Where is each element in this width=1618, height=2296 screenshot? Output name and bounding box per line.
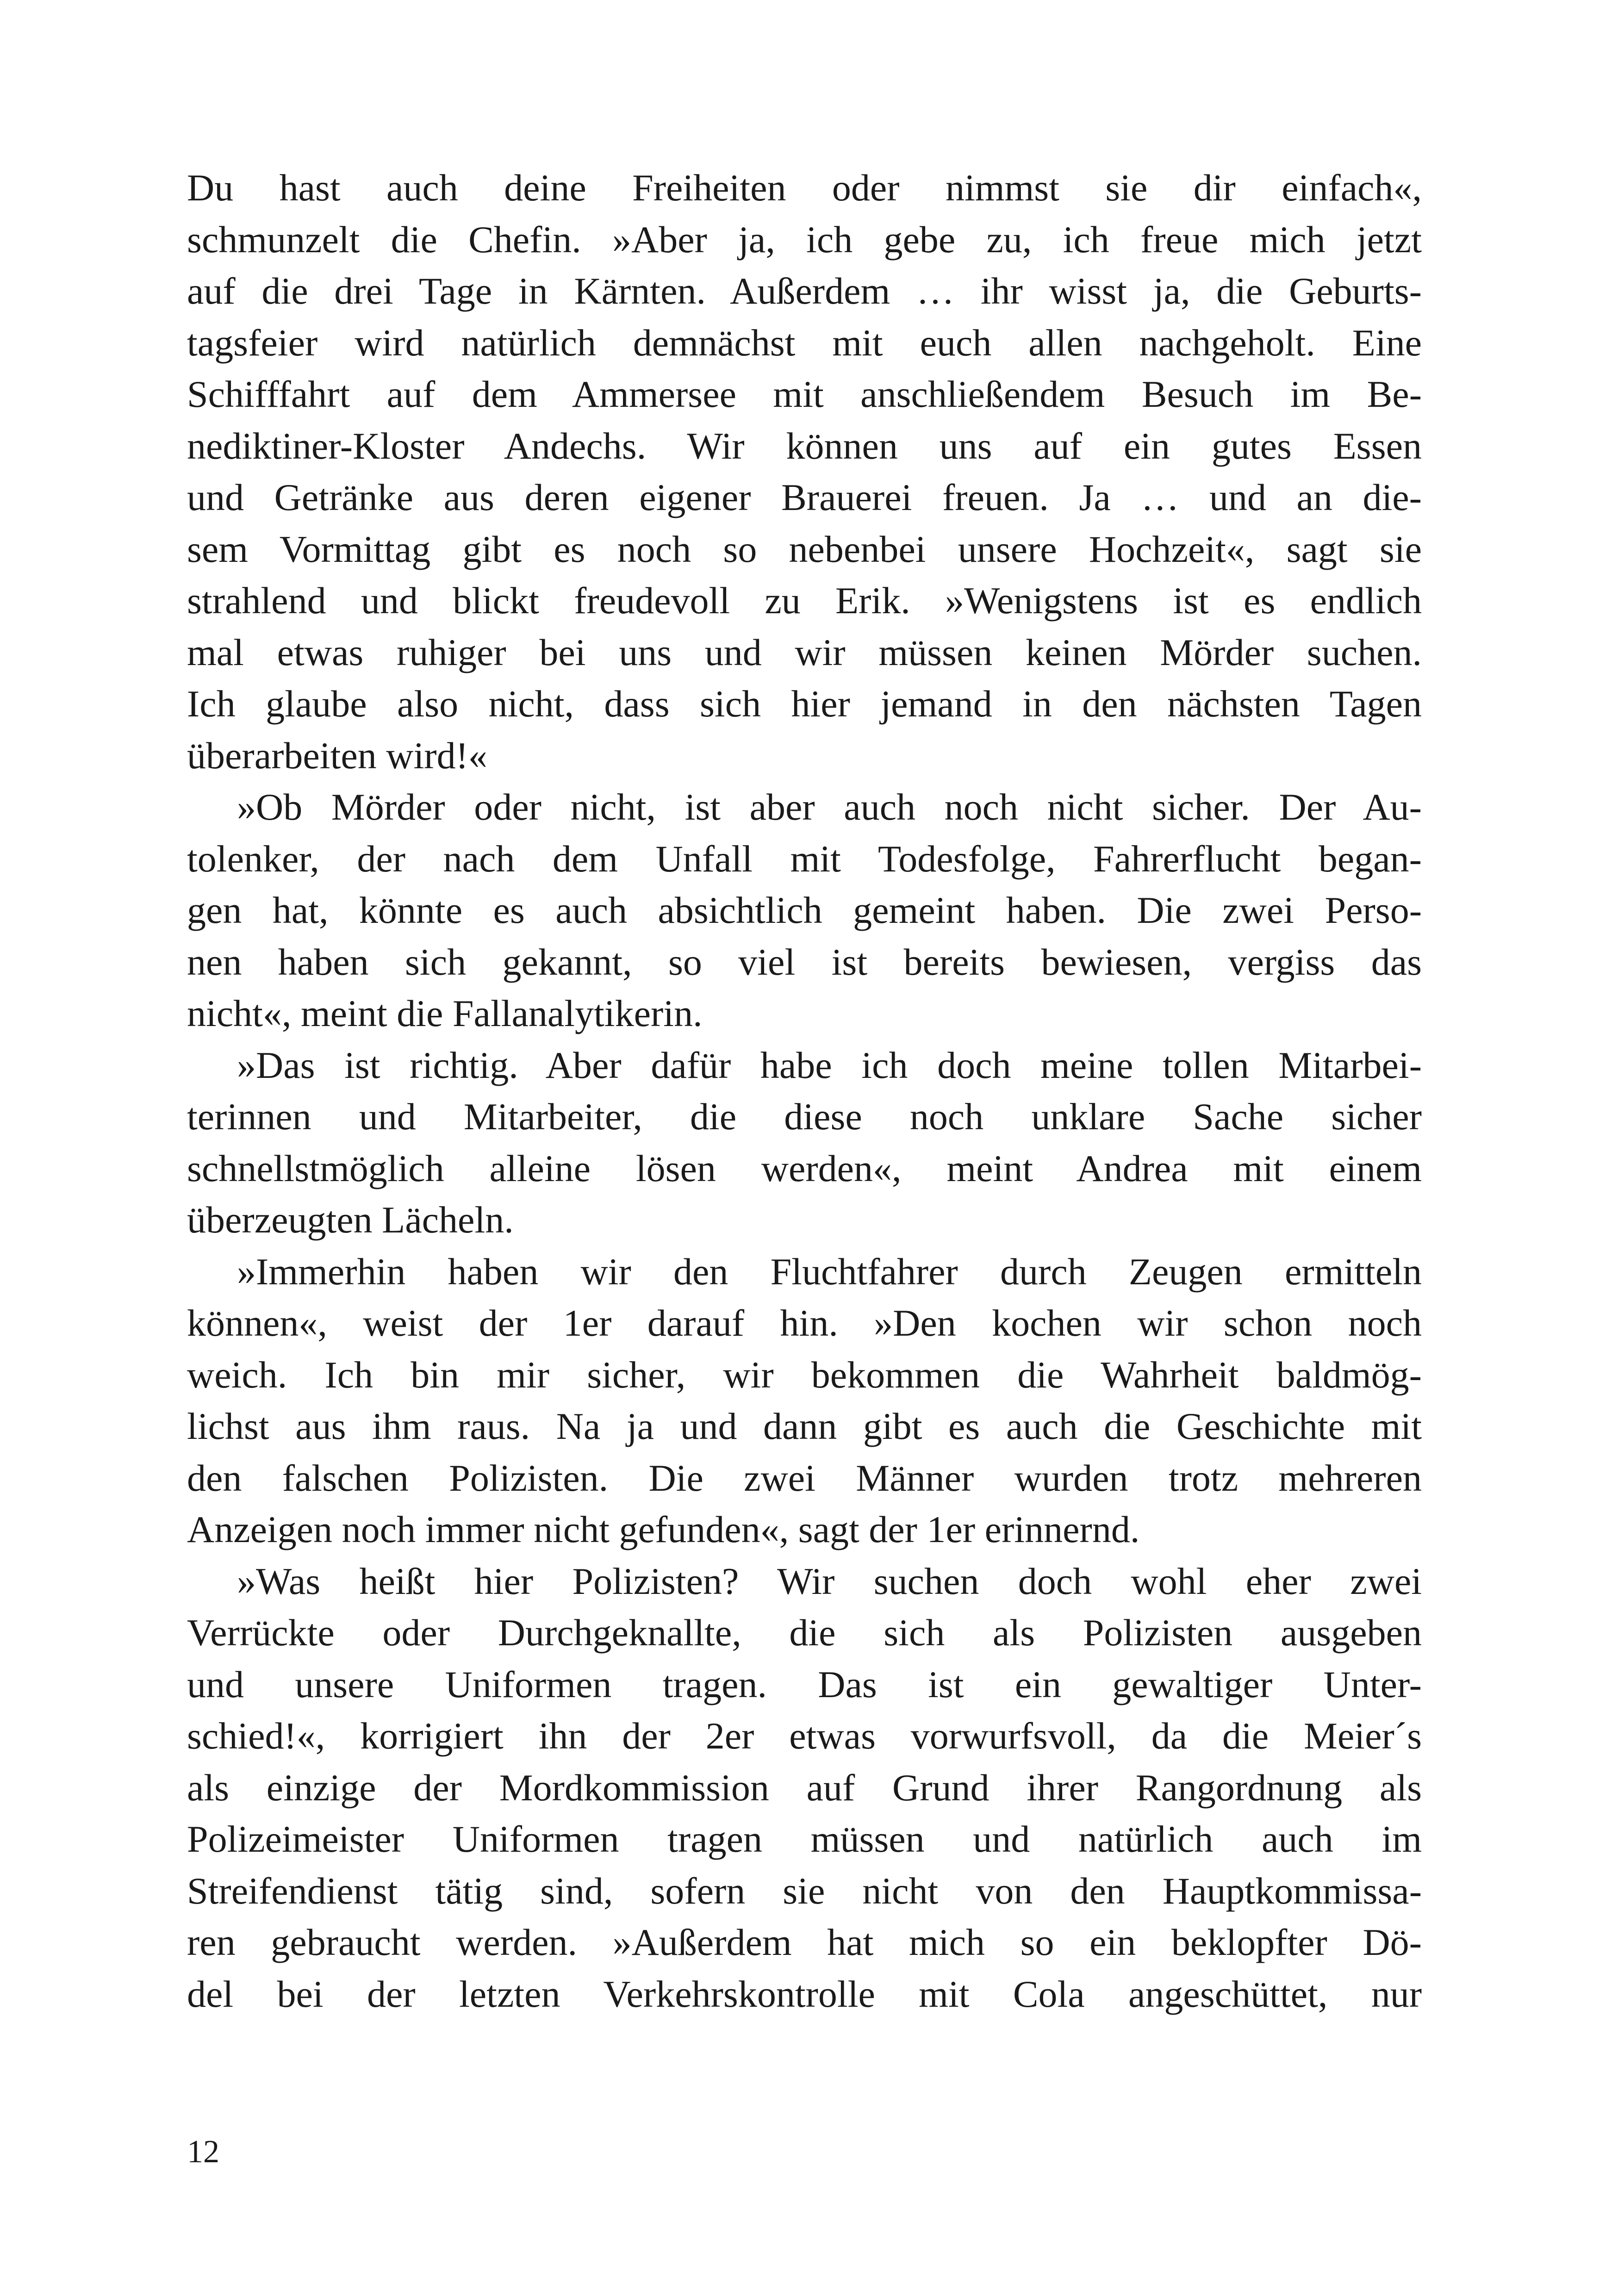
text-line: und unsere Uniformen tragen. Das ist ein gewaltiger Unter- bbox=[187, 1663, 1422, 1705]
text-line: gen hat, könnte es auch absichtlich gemeint haben. Die zwei Perso- bbox=[187, 889, 1422, 931]
page-number: 12 bbox=[187, 2134, 219, 2170]
text-line: »Ob Mörder oder nicht, ist aber auch noch nicht sicher. Der Au- bbox=[237, 786, 1422, 828]
text-line: weich. Ich bin mir sicher, wir bekommen die Wahrheit baldmög- bbox=[187, 1353, 1422, 1396]
text-line: ren gebraucht werden. »Außerdem hat mich so ein beklopfter Dö- bbox=[187, 1921, 1422, 1963]
text-line: tagsfeier wird natürlich demnächst mit euch allen nachgeholt. Eine bbox=[187, 321, 1422, 364]
paragraph bbox=[187, 1556, 1422, 2020]
text-line: als einzige der Mordkommission auf Grund ihrer Rangordnung als bbox=[187, 1766, 1422, 1809]
text-line: Schifffahrt auf dem Ammersee mit anschließendem Besuch im Be- bbox=[187, 373, 1422, 415]
text-line: schied!«, korrigiert ihn der 2er etwas vorwurfsvoll, da die Meier´s bbox=[187, 1715, 1422, 1757]
paragraph bbox=[187, 1039, 1422, 1246]
text-line: nen haben sich gekannt, so viel ist bereits bewiesen, vergiss das bbox=[187, 940, 1422, 983]
text-line: Verrückte oder Durchgeknallte, die sich als Polizisten ausgeben bbox=[187, 1612, 1422, 1654]
text-line: nediktiner-Kloster Andechs. Wir können uns auf ein gutes Essen bbox=[187, 424, 1422, 467]
text-line: »Immerhin haben wir den Fluchtfahrer durch Zeugen ermitteln bbox=[237, 1250, 1422, 1293]
paragraph bbox=[187, 162, 1422, 781]
text-line: und Getränke aus deren eigener Brauerei freuen. Ja … und an die- bbox=[187, 476, 1422, 518]
text-line: mal etwas ruhiger bei uns und wir müssen keinen Mörder suchen. bbox=[187, 631, 1422, 673]
text-line: lichst aus ihm raus. Na ja und dann gibt es auch die Geschichte mit bbox=[187, 1405, 1422, 1447]
paragraph bbox=[187, 781, 1422, 1039]
text-line: terinnen und Mitarbeiter, die diese noch unklare Sache sicher bbox=[187, 1095, 1422, 1138]
text-line: Anzeigen noch immer nicht gefunden«, sagt der 1er erinnernd. bbox=[187, 1508, 1140, 1550]
text-line: Du hast auch deine Freiheiten oder nimmst sie dir einfach«, bbox=[187, 167, 1422, 209]
text-line: »Was heißt hier Polizisten? Wir suchen doch wohl eher zwei bbox=[237, 1560, 1422, 1602]
text-line: können«, weist der 1er darauf hin. »Den kochen wir schon noch bbox=[187, 1302, 1422, 1344]
body-text bbox=[187, 162, 1422, 2020]
text-line: auf die drei Tage in Kärnten. Außerdem … ihr wisst ja, die Geburts- bbox=[187, 270, 1422, 312]
text-line: überzeugten Lächeln. bbox=[187, 1199, 514, 1241]
text-line: überarbeiten wird!« bbox=[187, 734, 487, 777]
paragraph bbox=[187, 1246, 1422, 1556]
text-line: den falschen Polizisten. Die zwei Männer wurden trotz mehreren bbox=[187, 1456, 1422, 1499]
text-line: Streifendienst tätig sind, sofern sie nicht von den Hauptkommissa- bbox=[187, 1869, 1422, 1912]
text-line: sem Vormittag gibt es noch so nebenbei unsere Hochzeit«, sagt sie bbox=[187, 528, 1422, 570]
text-line: Polizeimeister Uniformen tragen müssen und natürlich auch im bbox=[187, 1818, 1422, 1860]
text-line: »Das ist richtig. Aber dafür habe ich doch meine tollen Mitarbei- bbox=[237, 1044, 1422, 1086]
text-line: schmunzelt die Chefin. »Aber ja, ich gebe zu, ich freue mich jetzt bbox=[187, 218, 1422, 261]
text-line: del bei der letzten Verkehrskontrolle mit Cola angeschüttet, nur bbox=[187, 1972, 1422, 2015]
text-line: tolenker, der nach dem Unfall mit Todesfolge, Fahrerflucht began- bbox=[187, 837, 1422, 880]
text-line: schnellstmöglich alleine lösen werden«, meint Andrea mit einem bbox=[187, 1147, 1422, 1189]
text-line: strahlend und blickt freudevoll zu Erik. »Wenigstens ist es endlich bbox=[187, 579, 1422, 622]
text-line: Ich glaube also nicht, dass sich hier jemand in den nächsten Tagen bbox=[187, 683, 1422, 725]
text-line: nicht«, meint die Fallanalytikerin. bbox=[187, 992, 703, 1034]
